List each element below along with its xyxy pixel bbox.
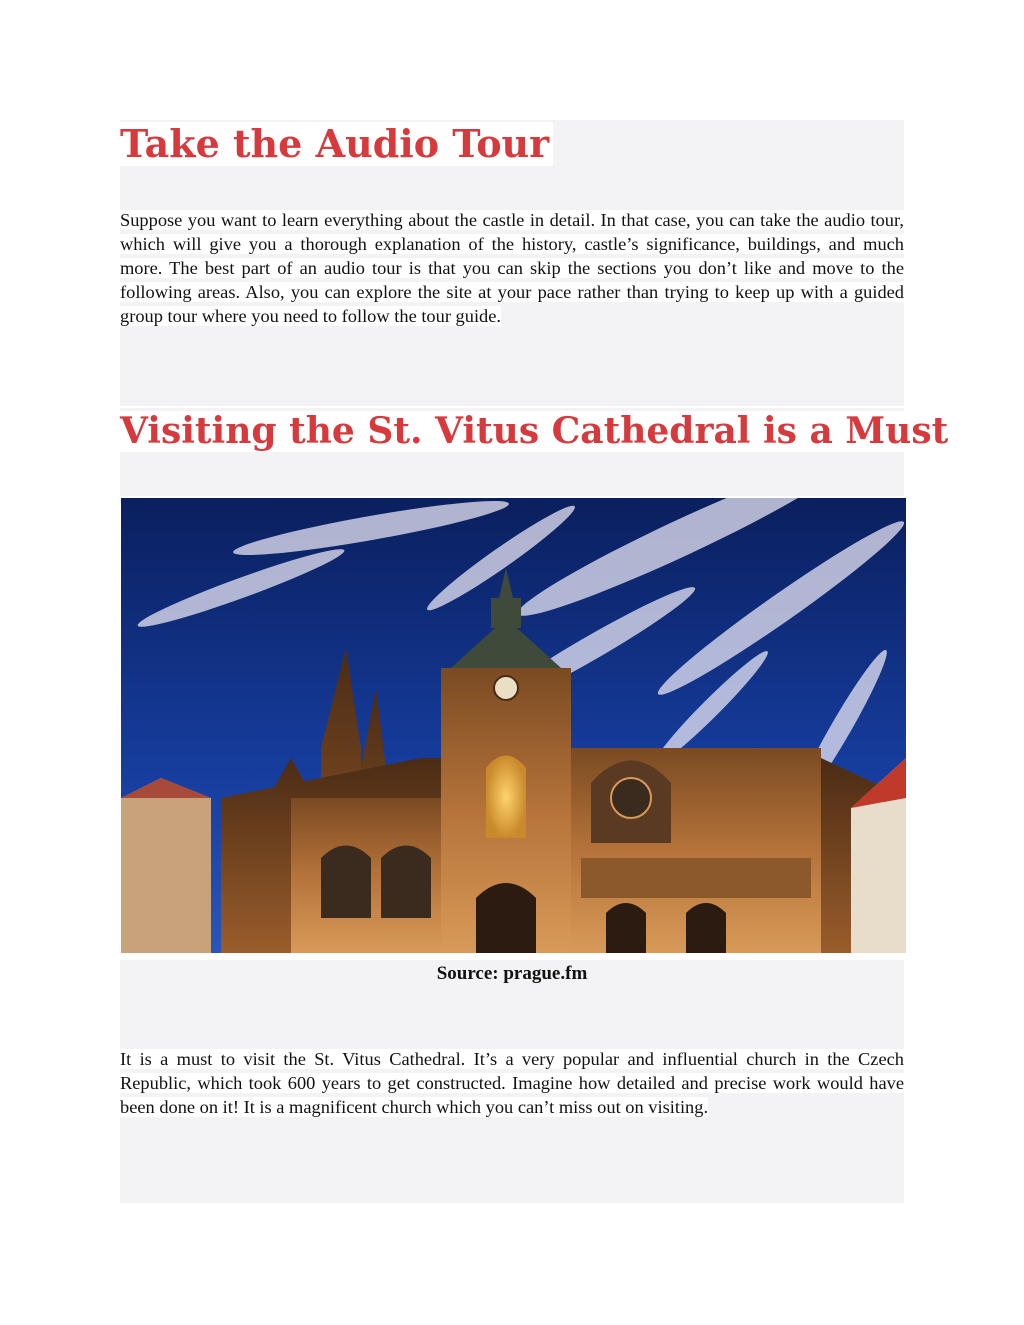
section2-heading-block xyxy=(120,408,949,496)
cathedral-illustration xyxy=(121,498,906,953)
image-caption: Source: prague.fm xyxy=(436,963,588,984)
section1-paragraph-block xyxy=(120,206,904,406)
caption-block xyxy=(120,960,904,1045)
cathedral-photo xyxy=(121,498,906,953)
section2-paragraph-block xyxy=(120,1045,904,1203)
section2-heading: Visiting the St. Vitus Cathedral is a Must xyxy=(120,411,952,452)
section1-paragraph: Suppose you want to learn everything about the castle in detail. In that case, you can take the audio tour, which will give you a thorough explanation of the history, castle’s significance, buildings, and much more. The best part of an audio tour is that you can skip the sections you don’t like and move to the following areas. Also, you can explore the site at your pace rather than trying to keep up with a guided group tour where you need to follow the tour guide. xyxy=(120,210,904,326)
section1-heading-block xyxy=(120,120,904,206)
section1-heading: Take the Audio Tour xyxy=(120,122,553,166)
section2-paragraph: It is a must to visit the St. Vitus Cathedral. It’s a very popular and influential church in the Czech Republic, which took 600 years to get constructed. Imagine how detailed and precise work would have been done on it! It is a magnificent church which you can’t miss out on visiting. xyxy=(120,1049,904,1117)
